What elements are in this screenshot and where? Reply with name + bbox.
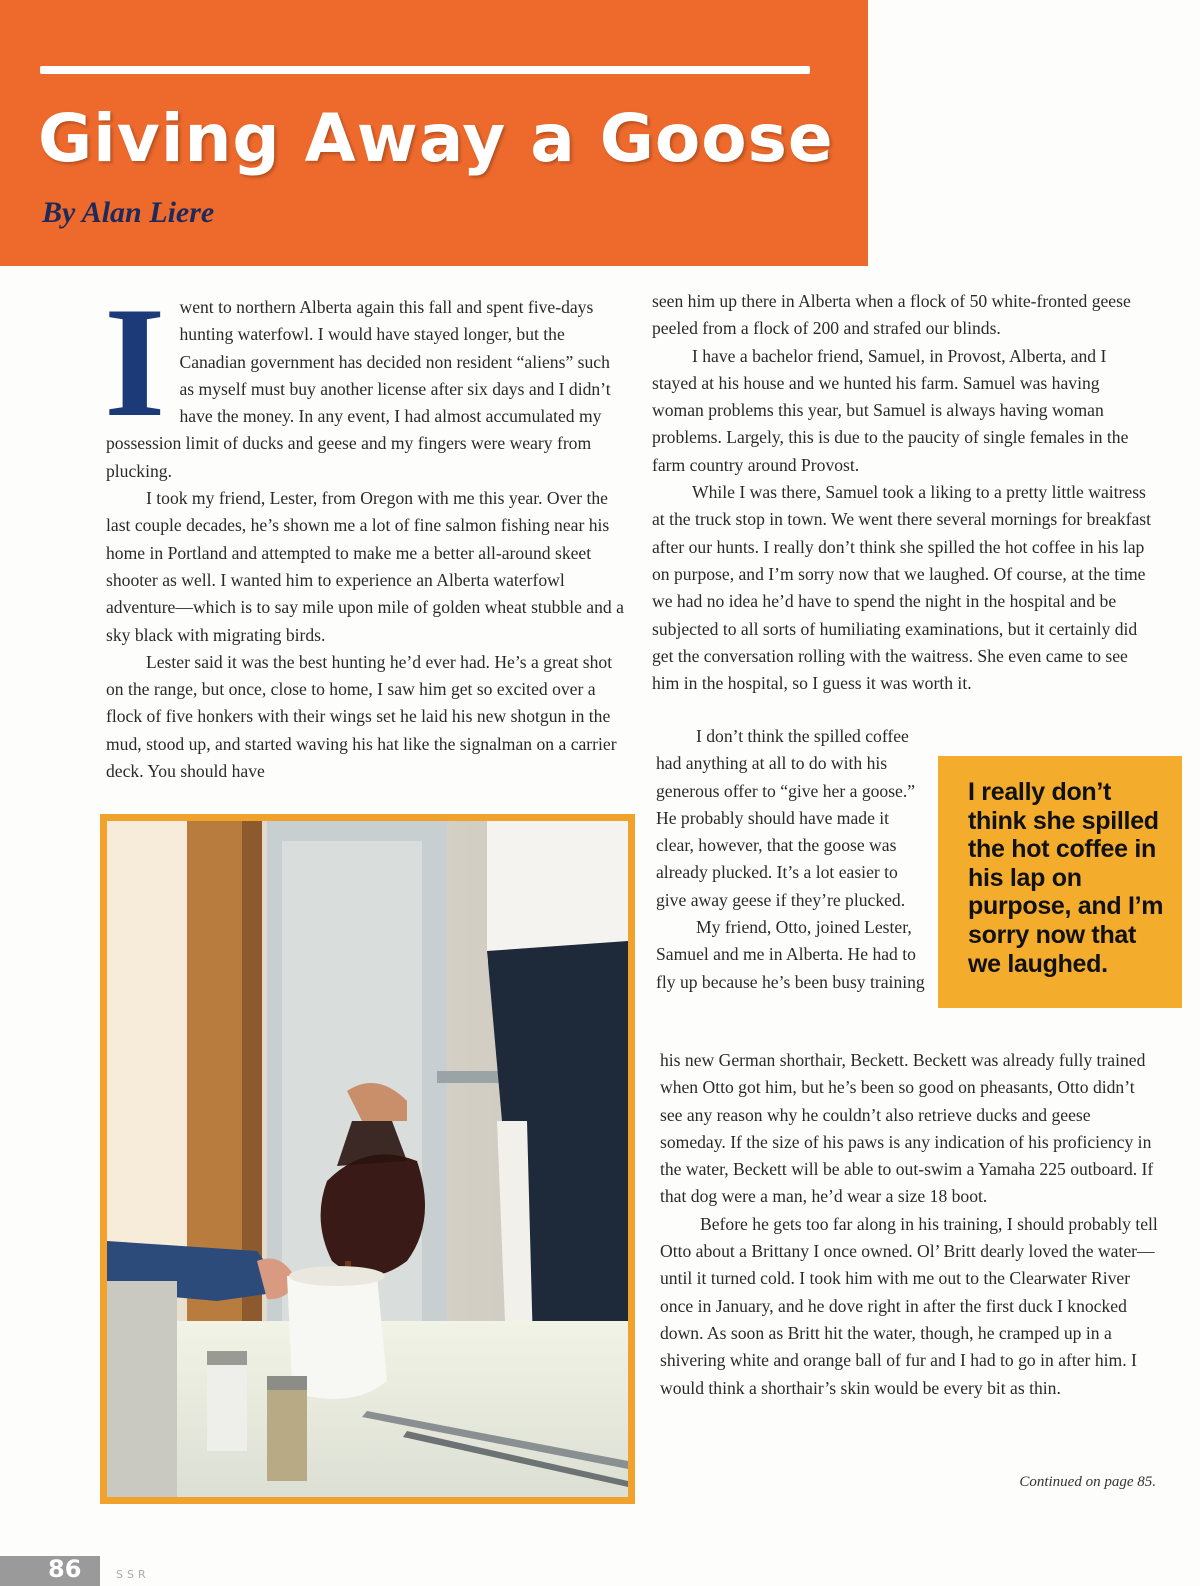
title-banner bbox=[0, 0, 868, 266]
right-column bbox=[652, 288, 1152, 697]
continued-note: Continued on page 85. bbox=[1019, 1474, 1156, 1490]
paragraph: Before he gets too far along in his training, I should probably tell Otto about a Brittany I once owned. Ol’ Britt dearly loved the water—until it turned cold. I took him with me out to the Clearwater River once in January, and he dove right in after the first duck I knocked down. As soon as Britt hit the water, though, he cramped up in a shivering white and orange ball of fur and I had to go in after him. I would think a shorthair’s skin would be every bit as thin. bbox=[660, 1213, 1158, 1398]
photo-illustration bbox=[107, 821, 628, 1497]
byline: By Alan Liere bbox=[42, 196, 215, 229]
paragraph: seen him up there in Alberta when a flock of 50 white-fronted geese peeled from a flock of 200 and strafed our blinds. bbox=[652, 291, 1131, 339]
paragraph: While I was there, Samuel took a liking to a pretty little waitress at the truck stop in town. We went there several mornings for breakfast after our hunts. I really don’t think she spilled the hot coffee in his lap on purpose, and I’m sorry now that we laughed. Of course, at the time we had no idea he’d have to spend the night in the hospital and be subjected to all sorts of humiliating examinations, but it certainly did get the conversation rolling with the waitress. She even came to see him in the hospital, so I guess it was worth it. bbox=[652, 482, 1152, 694]
magazine-name: SSR bbox=[116, 1568, 150, 1581]
page-number: 86 bbox=[48, 1555, 82, 1583]
paragraph: I don’t think the spilled coffee had anything at all to do with his generous offer to “give her a goose.” He probably should have made it clear, however, that the goose was already plucked. It’s a lot easier to give away geese if they’re plucked. bbox=[656, 726, 916, 910]
paragraph: I took my friend, Lester, from Oregon with me this year. Over the last couple decades, he’s shown me a lot of fine salmon fishing near his home in Portland and attempted to make me a better all-around skeet shooter as well. I wanted him to experience an Alberta waterfowl adventure—which is to say mile upon mile of golden wheat stubble and a sky black with migrating birds. bbox=[106, 488, 624, 645]
paragraph: went to northern Alberta again this fall and spent five-days hunting waterfowl. I would have stayed longer, but the Canadian government has decided non resident “aliens” such as myself must buy another license after six days and I didn’t have the money. In any event, I had almost accumulated my possession limit of ducks and geese and my fingers were weary from plucking. bbox=[106, 297, 611, 481]
paragraph: Lester said it was the best hunting he’d ever had. He’s a great shot on the range, but once, close to home, I saw him get so excited over a flock of five honkers with their wings set he laid his new shotgun in the mud, stood up, and started waving his hat like the signalman on a carrier deck. You should have bbox=[106, 651, 617, 782]
pull-quote-box bbox=[938, 756, 1182, 1008]
pull-quote: I really don’t think she spilled the hot coffee in his lap on purpose, and I’m sorry now that we laughed. bbox=[968, 778, 1164, 978]
title-rule bbox=[40, 66, 810, 74]
waitress-pouring-coffee-photo bbox=[100, 814, 635, 1504]
lower-right-column bbox=[660, 1047, 1160, 1402]
left-column bbox=[104, 275, 626, 785]
drop-cap: I bbox=[104, 275, 166, 450]
paragraph: his new German shorthair, Beckett. Beckett was already fully trained when Otto got him, but he’s been so good on pheasants, Otto didn’t see any reason why he couldn’t also retrieve ducks and geese someday. If the size of his paws is any indication of his proficiency in the water, Beckett will be able to out-swim a Yamaha 225 outboard. If that dog were a man, he’d wear a size 18 boot. bbox=[660, 1050, 1154, 1207]
paragraph: My friend, Otto, joined Lester, Samuel and me in Alberta. He had to fly up because he’s been busy training bbox=[656, 917, 925, 992]
paragraph: I have a bachelor friend, Samuel, in Provost, Alberta, and I stayed at his house and we hunted his farm. Samuel was having woman problems this year, but Samuel is always having woman problems. Largely, this is due to the paucity of single females in the farm country around Provost. bbox=[652, 345, 1129, 475]
article-title: Giving Away a Goose bbox=[38, 100, 834, 177]
narrow-column bbox=[656, 723, 931, 996]
